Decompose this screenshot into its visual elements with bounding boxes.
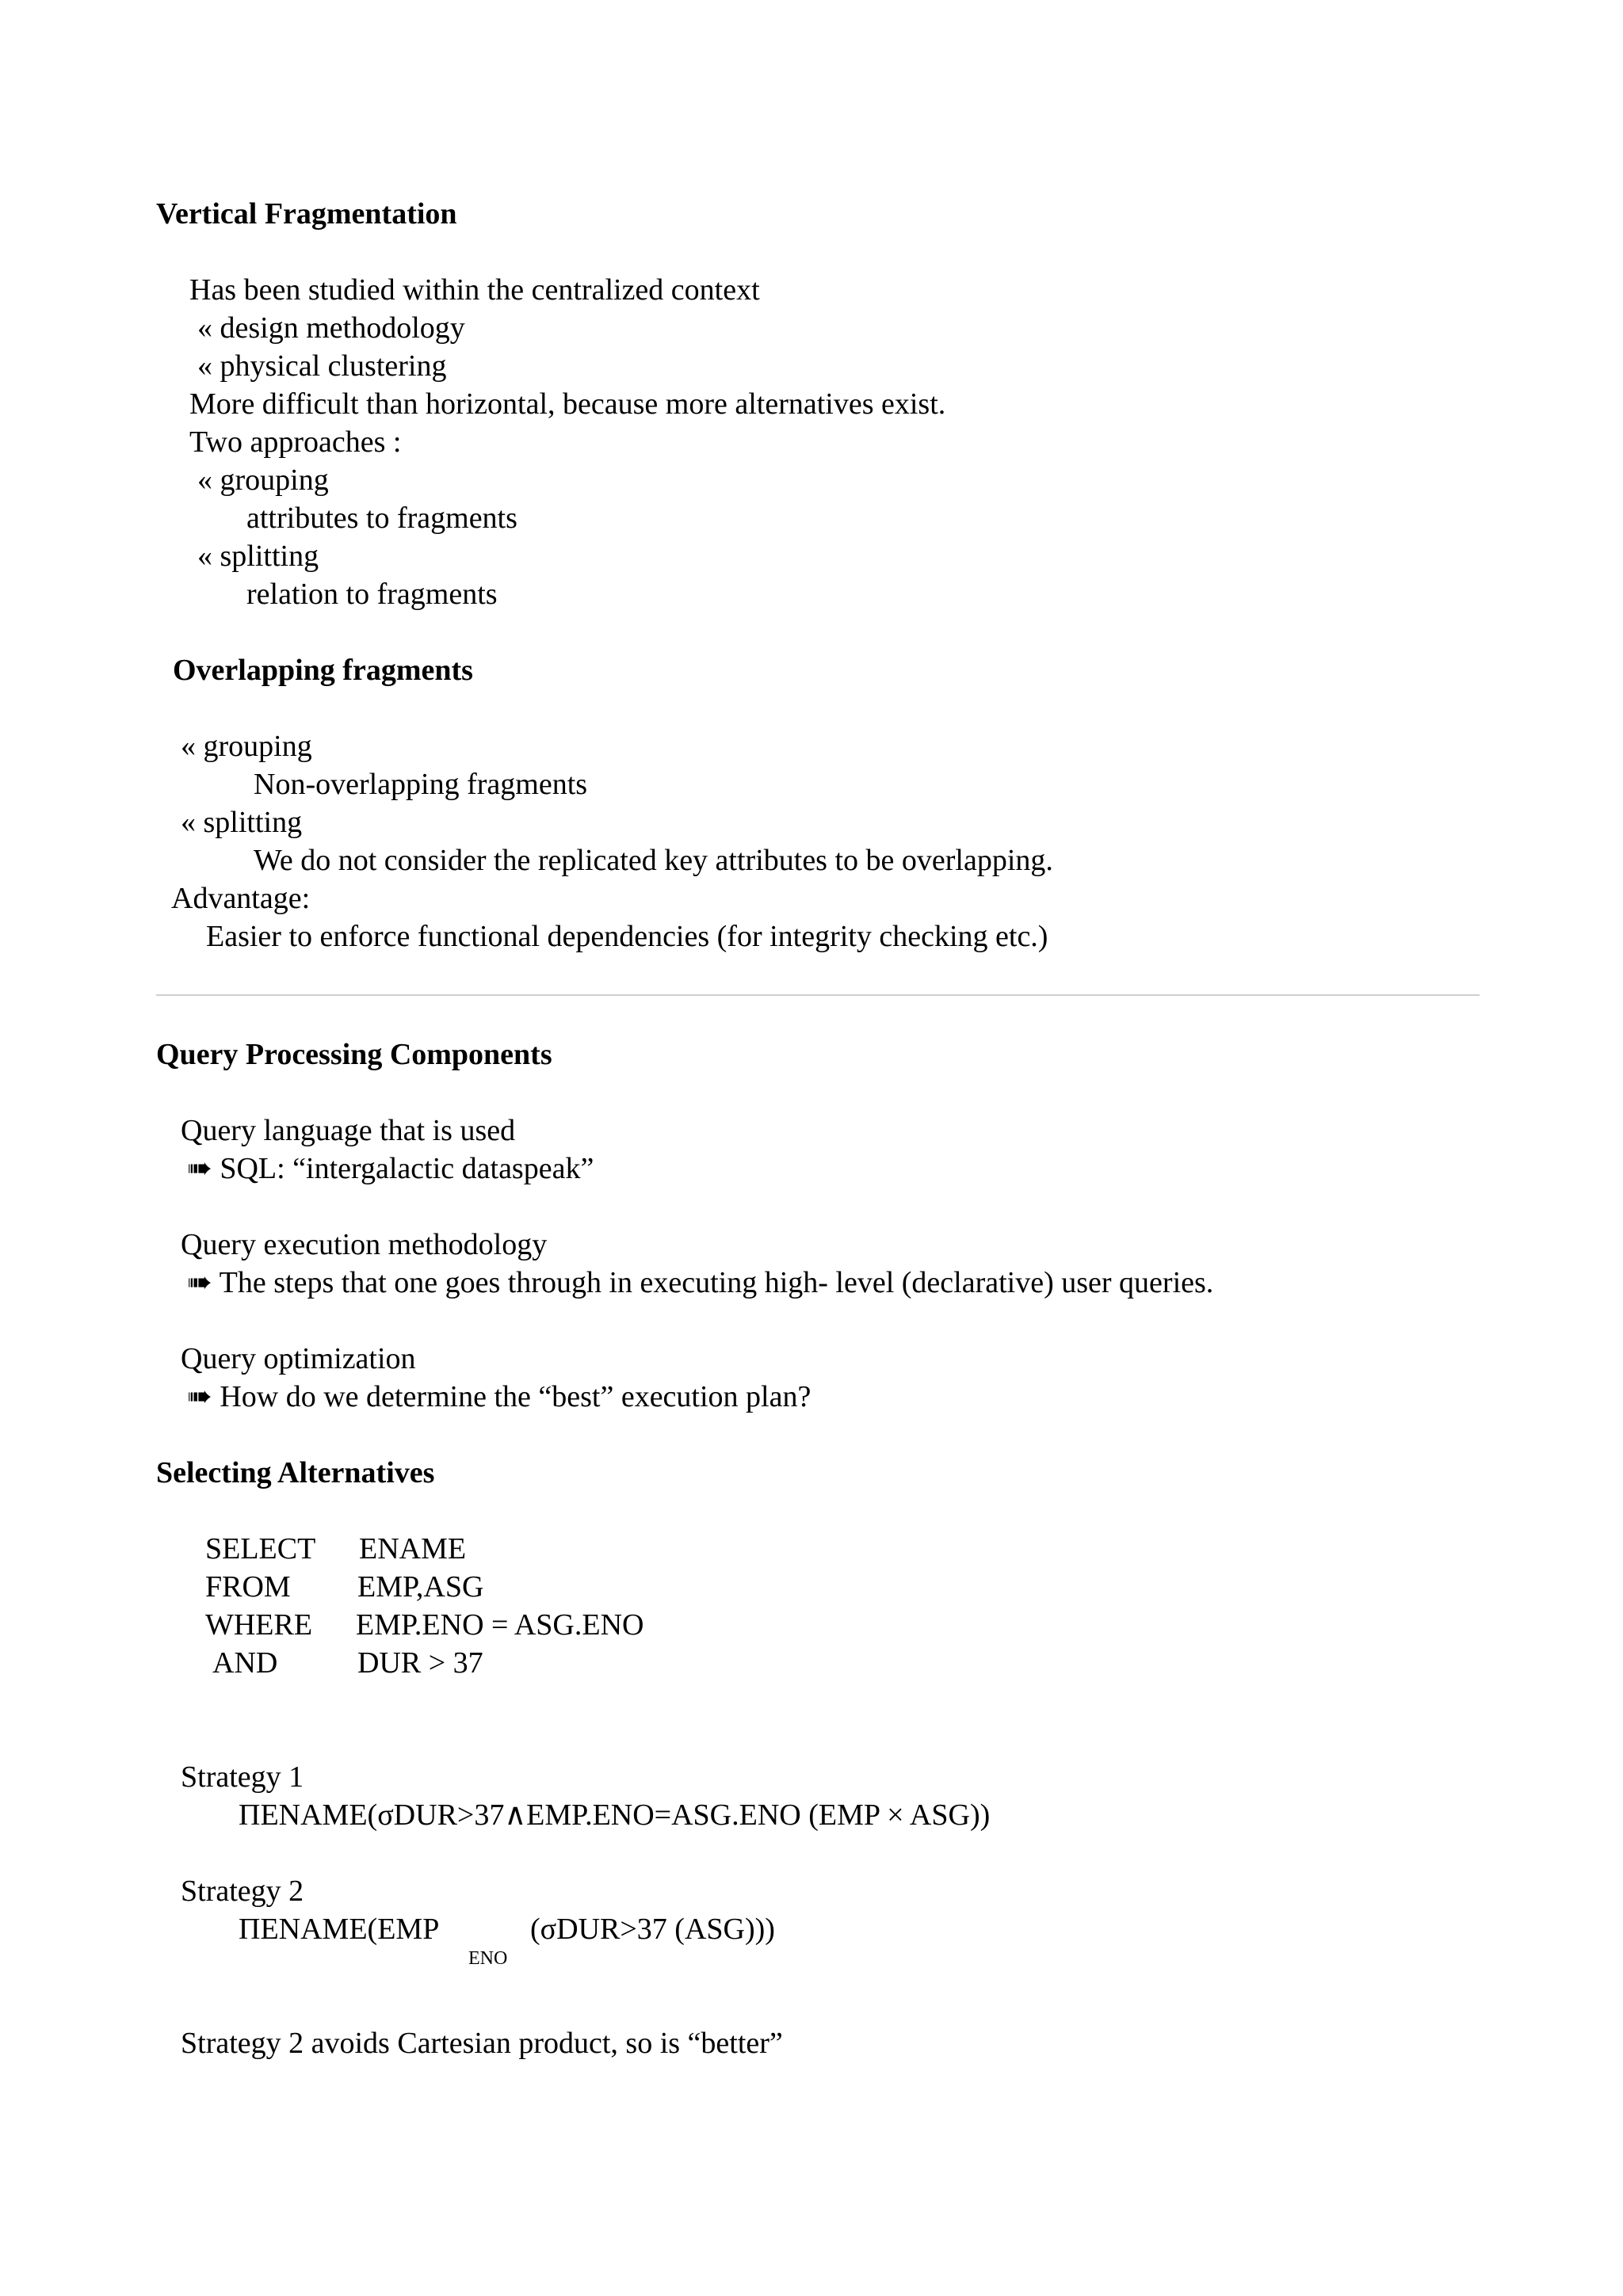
bullet-item: « splitting bbox=[197, 540, 319, 573]
sql-keyword: AND bbox=[212, 1646, 278, 1680]
vertical-fragmentation-heading: Vertical Fragmentation bbox=[156, 197, 457, 231]
sub-item: Easier to enforce functional dependencies (for integrity checking etc.) bbox=[206, 920, 1048, 953]
sql-value: ENAME bbox=[359, 1532, 467, 1566]
bullet-item: « grouping bbox=[197, 463, 329, 497]
sub-item: attributes to fragments bbox=[246, 502, 517, 535]
text-line: Advantage: bbox=[171, 882, 311, 915]
sql-keyword: WHERE bbox=[205, 1608, 313, 1642]
text-line: Two approaches : bbox=[189, 425, 402, 459]
strategy-2-expression-left: ΠENAME(EMP bbox=[239, 1913, 440, 1946]
arrow-item: ➠ The steps that one goes through in executing high- level (declarative) user queries. bbox=[187, 1266, 1214, 1299]
bullet-item: « physical clustering bbox=[197, 349, 447, 383]
sql-value: EMP.ENO = ASG.ENO bbox=[356, 1608, 644, 1642]
strategy-1-expression: ΠENAME(σDUR>37∧EMP.ENO=ASG.ENO (EMP × ASG)) bbox=[239, 1798, 991, 1832]
overlapping-fragments-heading: Overlapping fragments bbox=[173, 654, 473, 687]
strategy-1-label: Strategy 1 bbox=[181, 1760, 304, 1794]
sql-value: DUR > 37 bbox=[357, 1646, 483, 1680]
sql-keyword: FROM bbox=[205, 1570, 291, 1604]
bullet-item: « grouping bbox=[181, 730, 312, 763]
join-subscript: ENO bbox=[468, 1948, 508, 1969]
selecting-alternatives-heading: Selecting Alternatives bbox=[156, 1456, 435, 1489]
sub-item: Non-overlapping fragments bbox=[254, 768, 588, 801]
bullet-item: « splitting bbox=[181, 806, 303, 839]
conclusion-text: Strategy 2 avoids Cartesian product, so is “better” bbox=[181, 2027, 783, 2060]
sql-value: EMP,ASG bbox=[357, 1570, 484, 1604]
text-line: Query optimization bbox=[181, 1342, 416, 1375]
bullet-item: « design methodology bbox=[197, 311, 465, 345]
arrow-item: ➠ How do we determine the “best” execution plan? bbox=[187, 1380, 812, 1413]
strategy-2-expression-right: (σDUR>37 (ASG))) bbox=[530, 1913, 775, 1946]
sql-keyword: SELECT bbox=[205, 1532, 316, 1566]
text-line: More difficult than horizontal, because more alternatives exist. bbox=[189, 387, 946, 421]
text-line: Query execution methodology bbox=[181, 1228, 548, 1261]
section-divider bbox=[156, 994, 1480, 996]
strategy-2-label: Strategy 2 bbox=[181, 1875, 304, 1908]
sub-item: relation to fragments bbox=[246, 578, 498, 611]
text-line: Has been studied within the centralized context bbox=[189, 273, 760, 307]
query-processing-heading: Query Processing Components bbox=[156, 1038, 552, 1071]
text-line: Query language that is used bbox=[181, 1114, 516, 1147]
sub-item: We do not consider the replicated key attributes to be overlapping. bbox=[254, 844, 1053, 877]
arrow-item: ➠ SQL: “intergalactic dataspeak” bbox=[187, 1152, 594, 1185]
